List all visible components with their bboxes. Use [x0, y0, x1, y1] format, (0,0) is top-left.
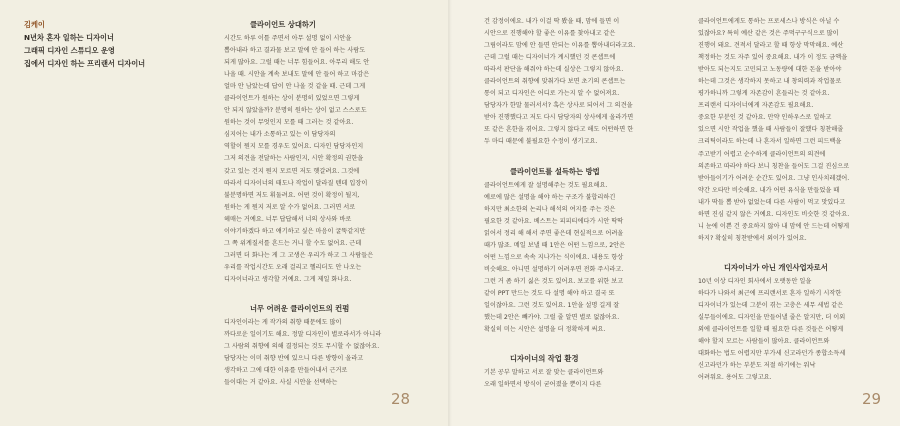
- text-line: 있으면 시안 작업을 했을 때 사람들이 잘했다 칭찬해줄: [698, 126, 844, 134]
- text-line: 주고받기 어렵고 순수하게 클라이언트의 의견에: [698, 150, 826, 158]
- text-line: 디자인이라는 게 작가의 취향 때문에도 많이: [224, 318, 342, 326]
- text-line: 평가하니까 그렇게 자존감이 흔들리는 것 같아요.: [698, 90, 830, 98]
- text-line: 기본 공부 말하고 서로 잘 맞는 클라이언트와: [484, 369, 604, 377]
- text-line: 갖고 있는 건지 뭔지 모르면 저도 헷갈려요. 그것에: [224, 167, 360, 175]
- page-number-left: 28: [391, 390, 411, 408]
- section-heading: 너무 어려운 클라이언트의 컨펌: [250, 303, 350, 313]
- text-line: 하지만 최소한의 논리나 해석의 여지를 주는 것은: [484, 205, 616, 213]
- text-line: 시간도 하루 이틀 주면서 아무 설명 없이 시안을: [224, 35, 352, 42]
- paragraph: [224, 129, 424, 286]
- author-line: 그래픽 디자인 스튜디오 운영: [24, 46, 115, 55]
- text-line: 약간 오타만 비슷해요. 내가 어떤 유식을 만들었을 때: [698, 186, 840, 194]
- author-line: N년차 혼자 일하는 디자이너: [24, 33, 114, 42]
- text-line: 받아 진행했다고 저도 다시 담당자의 상사에게 올라가면: [484, 114, 634, 122]
- paragraph: [224, 33, 424, 129]
- text-line: 시안으로 진행해야 할 좋은 이유를 찾아내고 같은: [484, 30, 616, 38]
- paragraph: [484, 180, 684, 337]
- text-line: 디자이너라고 생각할 거예요. 그게 제일 화나요.: [224, 275, 352, 283]
- text-line: 그러면 더 화나는 게 그 고생은 우리가 하고 그 사람들은: [224, 251, 374, 259]
- text-line: 들이대는 거 같아요. 사실 시안을 선택하는: [224, 379, 338, 387]
- text-line: 진행이 돼요. 견적서 달라고 할 때 항상 막막해요. 예산: [698, 42, 844, 50]
- text-line: 안 되지 않았을까? 분명히 원하는 상이 없고 스스로도: [224, 107, 367, 115]
- page-number-right: 29: [862, 390, 882, 408]
- paragraph: [698, 100, 880, 245]
- section-heading: 디자이너의 작업 환경: [510, 354, 579, 364]
- text-line: 어떤 느낌으로 속속 지나가는 식이에요. 내용도 항상: [484, 253, 624, 261]
- text-line: 통이 되고 디자인은 어디로 가는지 알 수 없어져요.: [484, 90, 620, 98]
- text-line: 10년 이상 디자인 회사에서 오랫동안 일을: [698, 277, 812, 285]
- text-line: 의존하고 따라야 하다 보니 칭찬을 들어도 그걸 진심으로: [698, 162, 850, 170]
- paragraph: [698, 16, 880, 100]
- text-column-2: [484, 16, 684, 391]
- text-line: 했는데 2안은 빼카야. 그럴 줄 알면 별로 없잖아요.: [484, 314, 620, 322]
- text-line: 원하는 게 뭔지 저로 알 수가 없어요. 그러면 서로: [224, 203, 356, 211]
- text-line: 뽑아내라 하고 결과물 보고 말에 안 들어 하는 사람도: [224, 47, 366, 55]
- text-line: 하지? 확실히 칭찬받에서 외이가 있어요.: [698, 234, 807, 242]
- text-line: 그 쪽 위계질서를 흔드는 거니 할 수도 없어요. 근데: [224, 239, 362, 247]
- text-line: 프리랜서 디자이너에게 자존감도 필요해요.: [698, 102, 814, 110]
- text-line: 되게 많아요. 그럴 때는 너무 힘들어요. 아무리 해도 안: [224, 59, 370, 67]
- text-line: 담당자는 이미 취향 반에 있으니 다른 방향이 올라고: [224, 355, 364, 363]
- author-line: 집에서 디자인 하는 프리랜서 디자이너: [24, 59, 146, 68]
- author-name: 김케이: [24, 20, 45, 29]
- text-line: 필요한 것 같아요. 베스트는 피피티에다가 시안 딱딱: [484, 217, 624, 225]
- text-line: 역할이 뭔지 모를 경우도 있어요. 디자인 담당자인지: [224, 143, 364, 151]
- text-line: 따라서 디자이너의 태도나 작업이 달라질 텐데 입장이: [224, 179, 368, 187]
- text-line: 내가 딱들 뽑 받아 없었는데 다른 사람이 먹고 맛있다고: [698, 198, 846, 206]
- paragraph: [224, 317, 424, 389]
- section-heading: 디자이너가 아닌 개인사업자로서: [724, 262, 828, 272]
- text-line: 클라이언트에게도 통하는 프로세스나 방식은 아닐 수: [698, 18, 840, 25]
- text-line: 그 사람의 취향에 의해 결정되는 것도 무시할 수 없잖아요.: [224, 343, 380, 351]
- text-line: 받아들이기가 어려운 순간도 있어요. 그냥 인사치레겠어.: [698, 174, 850, 182]
- text-line: 중요한 부분인 것 같아요. 만약 인하우스로 일하고: [698, 114, 832, 122]
- text-line: 그저 의견을 전달하는 사람인지, 시안 확정의 권한을: [224, 155, 364, 163]
- text-line: 그런 거 좀 하기 싫은 것도 있어요. 보고를 위한 보고: [484, 277, 624, 285]
- text-line: 그림이라도 맘에 안 들면 안되는 이유를 뽑아내더라고요.: [484, 42, 636, 50]
- text-line: 일이잖아요. 그런 것도 있어요. 1안을 설명 길게 잘: [484, 301, 620, 309]
- text-line: 하는데 그것은 생각하지 못하고 내 창의력과 작업물로: [698, 78, 842, 86]
- text-line: 외에 클라이언트를 일할 때 필요한 다른 것들은 어떻게: [698, 326, 844, 334]
- text-line: 받아도 되는지도 고민되고 노동량에 대한 돈을 받아야: [698, 66, 842, 74]
- text-line: 얼마 안 남았는데 답이 안 나올 것 같을 때. 근데 그게: [224, 83, 366, 91]
- text-line: 이야기하겠다 하고 얘기하고 싶은 마음이 굴뚝같지만: [224, 227, 366, 235]
- section-heading: 클라이언트를 설득하는 방법: [510, 166, 600, 176]
- page-fold: [448, 0, 452, 426]
- section-heading: 클라이언트 상대하기: [250, 20, 316, 29]
- text-line: 오래 일하면서 방식이 굳어졌을 뿐이지 다른: [484, 381, 602, 389]
- text-line: 하다가 나와서 최근에 프리랜서로 혼자 일하기 시작한: [698, 289, 842, 297]
- text-line: 신고라던가 하는 부분도 저절 하기에는 워낙: [698, 362, 816, 370]
- text-line: 클라이언트가 원하는 상이 분명히 있었으면 그렇게: [224, 95, 360, 103]
- text-line: 까다로운 일이기도 해요. 정말 디자인이 별로라서가 아니라: [224, 331, 382, 339]
- text-line: 두 마디 때문에 불필요한 수정이 생기고요.: [484, 138, 598, 146]
- paragraph: [484, 367, 684, 391]
- text-line: 또 같은 흔한을 겪어요. 그렇지 않다고 해도 어떤하면 한: [484, 126, 634, 134]
- text-line: 클라이언트에게 잘 설명해주는 것도 필요해요.: [484, 181, 608, 189]
- text-line: 심지어는 내가 소통하고 있는 이 담당자의: [224, 131, 336, 139]
- text-line: 같이 PPT 만드는 것도 다 설명 해야 하고 결국 또: [484, 289, 615, 297]
- text-line: 헤매는 거예요. 너무 답답해서 너의 상사와 바로: [224, 215, 352, 223]
- text-column-1: [224, 16, 424, 389]
- text-line: 따라서 판단을 해줘야 하는데 실상은 그렇지 않아요.: [484, 66, 624, 74]
- text-column-3: [698, 16, 880, 384]
- text-line: 나올 때. 시안을 계속 보내도 말에 안 들어 하고 마감은: [224, 71, 370, 79]
- text-line: 원하는 것이 무엇인지 모를 때 그러는 것 같아요.: [224, 119, 354, 127]
- text-line: 있잖아요? 특히 예산 같은 것은 주먹구구식으로 많이: [698, 30, 839, 38]
- text-line: 불분명하면 저도 휘둘려요. 어떤 것이 확정이 될지,: [224, 191, 360, 199]
- text-line: 대화하는 법도 어렵지만 부가세 신고라던가 종합소득세: [698, 350, 846, 358]
- text-line: 어려워요. 용어도 그렇고요.: [698, 374, 772, 382]
- text-line: 해야 할지 모르는 사람들이 많아요. 클라이언트와: [698, 338, 830, 346]
- text-line: 때가 많죠. 메일 보낼 때 1안은 어떤 느낌으로, 2안은: [484, 241, 626, 249]
- text-line: 책정하는 것도 자주 있어 중요해요. 내가 이 정도 금액을: [698, 54, 848, 62]
- text-line: 클라이언트의 취향에 맞춰가다 보면 초기의 콘셉트는: [484, 78, 626, 86]
- paragraph: [698, 276, 880, 384]
- text-line: 비슷해요. 아니면 설명하기 어려우면 전화 주시라고.: [484, 265, 624, 273]
- text-line: 디자이너가 있는데 그분이 겪는 고충은 세무 세법 같은: [698, 301, 844, 309]
- text-line: 담당자가 한말 물러서서? 혹은 상사로 되어서 그 의견을: [484, 102, 633, 110]
- text-line: 우리를 작업시간도 오래 걸리고 헬리더도 안 나오는: [224, 263, 362, 271]
- text-line: 생각하고 그에 대한 이유를 만들어내서 근거로: [224, 367, 348, 375]
- text-line: 읽어서 정리 해 해서 주면 좋은데 현실적으로 어려울: [484, 229, 624, 237]
- text-line: 확실히 미는 시안은 설명을 더 정확하게 써요.: [484, 326, 606, 334]
- text-line: 크리틱이라도 하는데 나 혼자서 일하면 그런 피드백을: [698, 138, 842, 146]
- text-line: 하면 진심 같지 않은 거예요. 디자인도 비슷한 것 같아요.: [698, 210, 850, 218]
- text-line: 니 눈에 이쁜 건 중요하지 않아 내 맘에 안 드는데 어떻게: [698, 222, 850, 230]
- text-line: 예로에 많은 설명을 해야 하는 구조가 불합리하긴: [484, 193, 616, 201]
- text-line: 건 감정이에요. 내가 이걸 딱 봤을 때, 맘에 들면 이: [484, 18, 620, 25]
- paragraph: [484, 16, 684, 149]
- text-line: 실무들이에요. 디자인을 만들어낼 줄은 알지만, 더 이외: [698, 314, 846, 322]
- author-block: [24, 18, 194, 70]
- text-line: 근데 그럴 때는 디자이너가 계시했던 것 콘셉트에: [484, 54, 616, 62]
